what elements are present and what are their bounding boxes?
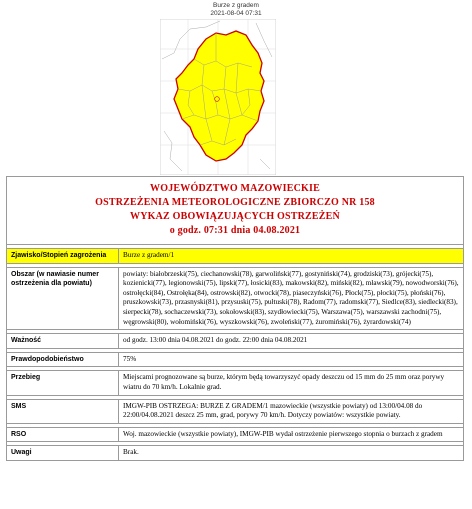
rso-value: Woj. mazowieckie (wszystkie powiaty), IMGW-PIB wydał ostrzeżenie pierwszego stopnia o burzach z gradem [119, 427, 464, 442]
header-voivodeship: WOJEWÓDZTWO MAZOWIECKIE [150, 183, 320, 194]
remarks-row [7, 446, 464, 461]
voivodeship-map-svg [160, 19, 276, 175]
sms-label: SMS [7, 399, 119, 423]
sms-value: IMGW-PIB OSTRZEGA: BURZE Z GRADEM/1 mazowieckie (wszystkie powiaty) od 13:00/04.08 do 22:00/04.08.2021 deszcz 25 mm, grad, porywy 70 km/h. Dotyczy powiatów: wszystkie powiaty. [119, 399, 464, 423]
course-value: Miejscami prognozowane są burze, którym będą towarzyszyć opady deszczu od 15 mm do 25 mm oraz porywy wiatru do 70 km/h. Lokalnie grad. [119, 371, 464, 395]
validity-value: od godz. 13:00 dnia 04.08.2021 do godz. 22:00 dnia 04.08.2021 [119, 334, 464, 349]
remarks-label: Uwagi [7, 446, 119, 461]
area-value: powiaty: białobrzeski(75), ciechanowski(78), garwoliński(77), gostyniński(74), grodziski(73), grójecki(75), kozienicki(77), legionowski(75), lipski(77), łosicki(83), makowski(82), miński(82), mławski(79), nowodworski(76), ostrołęcki(84), Ostrołęka(84), ostrowski(82), otwocki(78), piaseczyński(76), Płock(75), płocki(75), płoński(76), pruszkowski(73), przasnyski(81), przysuski(75), pułtuski(78), Radom(77), radomski(77), Siedlce(83), siedlecki(83), sierpecki(78), sochaczewski(73), sokołowski(83), szydłowiecki(75), Warszawa(75), warszawski zachodni(75), węgrowski(80), wołomiński(76), wyszkowski(76), zwoleński(77), żuromiński(76), żyrardowski(74) [119, 267, 464, 330]
validity-row [7, 334, 464, 349]
phenomenon-row [7, 249, 464, 264]
area-label: Obszar (w nawiasie numer ostrzeżenia dla powiatu) [7, 267, 119, 330]
probability-label: Prawdopodobieństwo [7, 352, 119, 367]
sms-row [7, 399, 464, 423]
probability-value: 75% [119, 352, 464, 367]
header-issue-time: o godz. 07:31 dnia 04.08.2021 [169, 225, 301, 236]
header-row [7, 177, 464, 245]
validity-label: Ważność [7, 334, 119, 349]
warning-table [6, 176, 464, 461]
header-bulletin-number: OSTRZEŻENIA METEOROLOGICZNE ZBIORCZO NR 158 [95, 197, 375, 208]
rso-label: RSO [7, 427, 119, 442]
course-label: Przebieg [7, 371, 119, 395]
probability-row [7, 352, 464, 367]
area-row [7, 267, 464, 330]
rso-row [7, 427, 464, 442]
warning-map [160, 19, 276, 175]
remarks-value: Brak. [119, 446, 464, 461]
phenomenon-value: Burze z gradem/1 [119, 249, 464, 264]
warning-header [7, 177, 464, 245]
header-list-title: WYKAZ OBOWIĄZUJĄCYCH OSTRZEŻEŃ [130, 211, 340, 222]
map-caption-timestamp: 2021-08-04 07:31 [210, 10, 262, 17]
course-row [7, 371, 464, 395]
map-caption-title: Burze z gradem [213, 2, 259, 9]
phenomenon-label: Zjawisko/Stopień zagrożenia [7, 249, 119, 264]
